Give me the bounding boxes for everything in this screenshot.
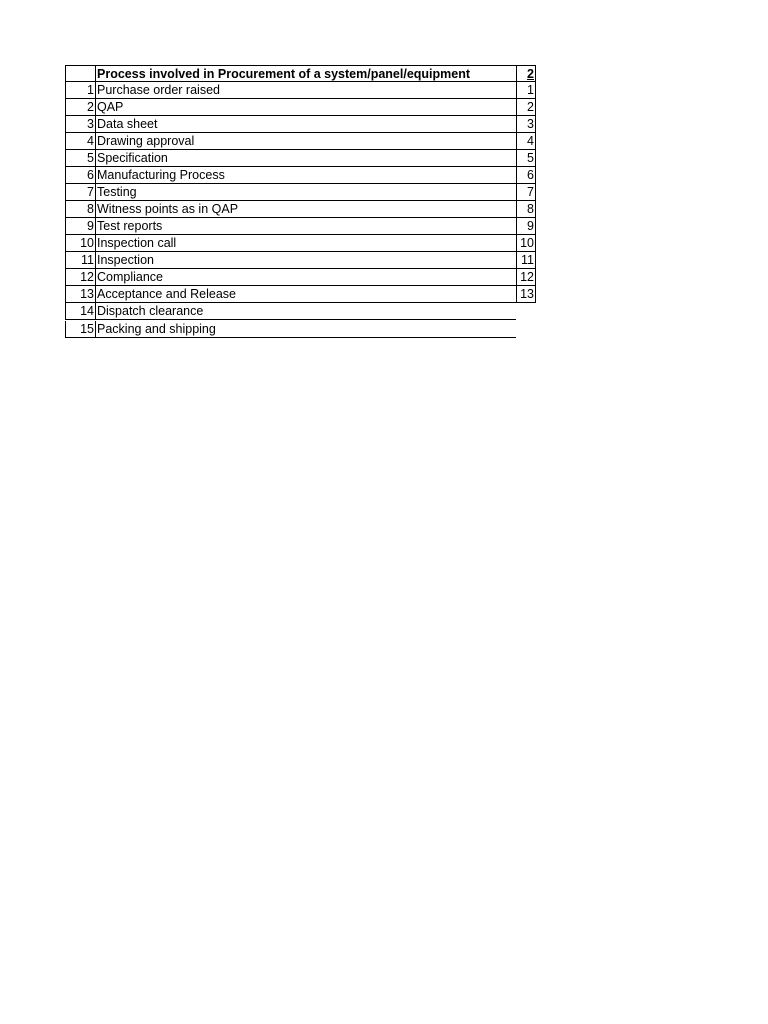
row-number-cell[interactable]: 14 — [65, 303, 95, 320]
process-cell[interactable]: Data sheet — [95, 116, 516, 133]
row-number-cell[interactable]: 6 — [65, 167, 95, 184]
process-cell[interactable]: Acceptance and Release — [95, 286, 516, 303]
row-number-cell[interactable]: 5 — [65, 150, 95, 167]
process-cell[interactable]: Dispatch clearance — [95, 303, 516, 320]
row-number-cell[interactable]: 13 — [65, 286, 95, 303]
right-number-cell[interactable]: 11 — [516, 252, 536, 269]
header-right-cell[interactable]: 2 — [516, 65, 536, 82]
process-cell[interactable]: Packing and shipping — [95, 321, 516, 338]
row-number-cell[interactable]: 15 — [65, 321, 95, 338]
process-cell[interactable]: Test reports — [95, 218, 516, 235]
right-number-cell[interactable]: 10 — [516, 235, 536, 252]
row-number-cell[interactable]: 9 — [65, 218, 95, 235]
row-number-cell[interactable]: 8 — [65, 201, 95, 218]
row-number-cell[interactable]: 4 — [65, 133, 95, 150]
process-cell[interactable]: Drawing approval — [95, 133, 516, 150]
right-number-cell[interactable]: 2 — [516, 99, 536, 116]
right-number-cell[interactable]: 12 — [516, 269, 536, 286]
process-cell[interactable]: QAP — [95, 99, 516, 116]
right-number-cell[interactable]: 13 — [516, 286, 536, 303]
right-number-cell[interactable]: 1 — [516, 82, 536, 99]
process-cell[interactable]: Testing — [95, 184, 516, 201]
process-cell[interactable]: Compliance — [95, 269, 516, 286]
process-cell[interactable]: Inspection call — [95, 235, 516, 252]
row-number-cell[interactable]: 3 — [65, 116, 95, 133]
row-number-cell[interactable]: 10 — [65, 235, 95, 252]
right-number-cell[interactable]: 7 — [516, 184, 536, 201]
right-number-cell[interactable]: 9 — [516, 218, 536, 235]
right-number-cell[interactable]: 4 — [516, 133, 536, 150]
header-number-cell[interactable] — [65, 65, 95, 82]
row-number-cell[interactable]: 11 — [65, 252, 95, 269]
right-number-cell[interactable]: 6 — [516, 167, 536, 184]
process-cell[interactable]: Specification — [95, 150, 516, 167]
right-number-cell[interactable]: 8 — [516, 201, 536, 218]
row-number-cell[interactable]: 1 — [65, 82, 95, 99]
right-number-cell[interactable]: 3 — [516, 116, 536, 133]
process-cell[interactable]: Inspection — [95, 252, 516, 269]
row-number-cell[interactable]: 12 — [65, 269, 95, 286]
process-cell[interactable]: Witness points as in QAP — [95, 201, 516, 218]
process-cell[interactable]: Manufacturing Process — [95, 167, 516, 184]
process-cell[interactable]: Purchase order raised — [95, 82, 516, 99]
right-number-cell[interactable]: 5 — [516, 150, 536, 167]
row-number-cell[interactable]: 2 — [65, 99, 95, 116]
row-number-cell[interactable]: 7 — [65, 184, 95, 201]
header-title-cell[interactable]: Process involved in Procurement of a system/panel/equipment — [95, 65, 516, 82]
